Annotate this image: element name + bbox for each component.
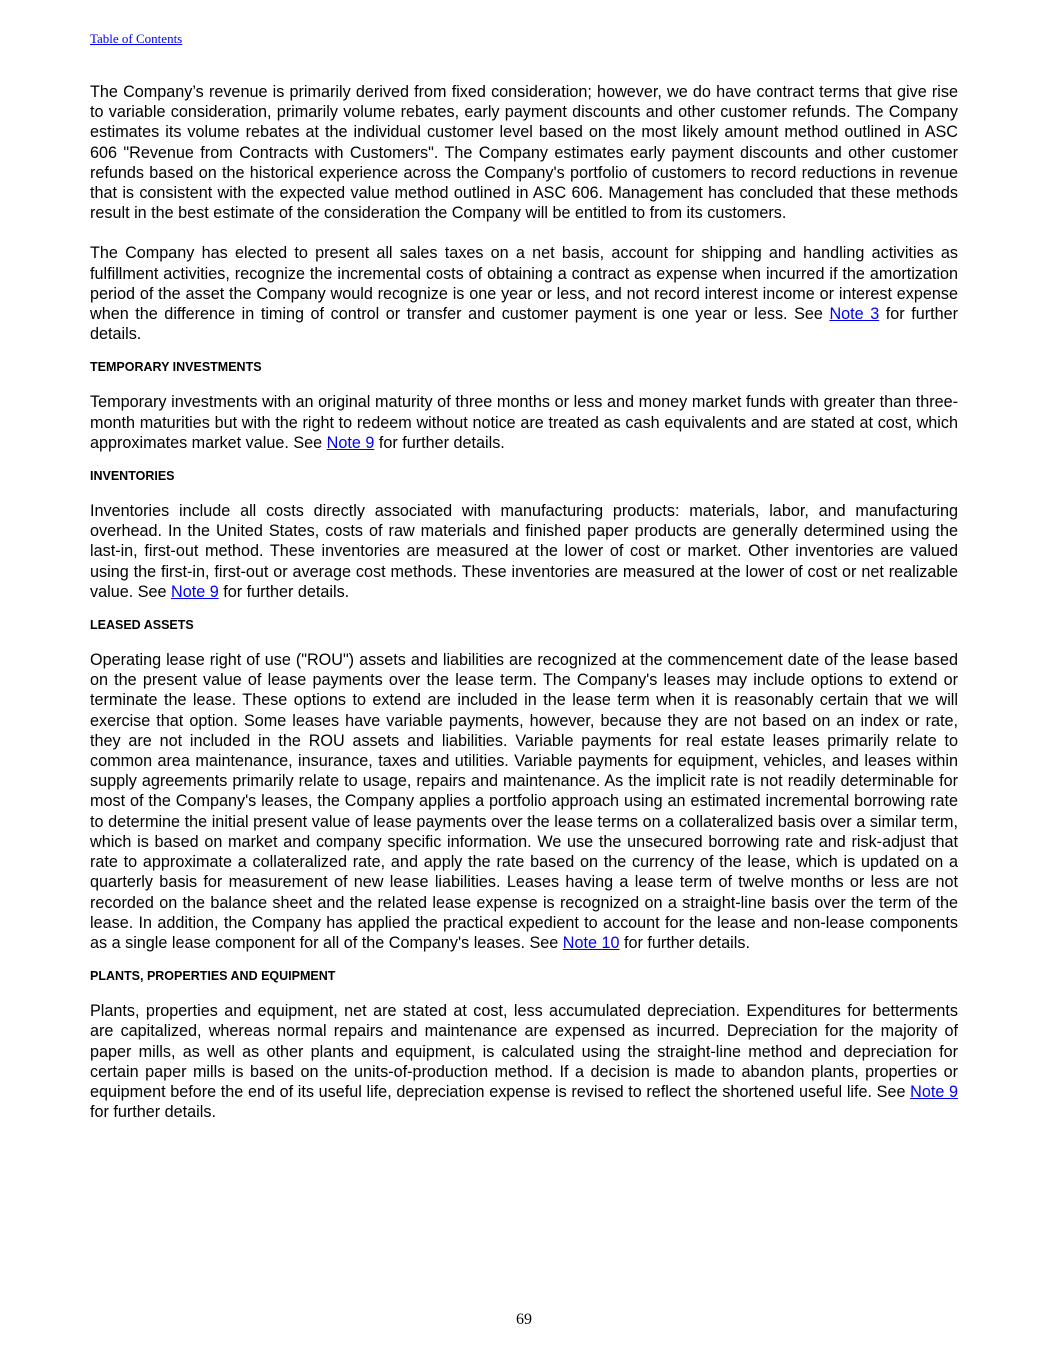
revenue-variable-consideration-paragraph: The Company’s revenue is primarily derived from fixed consideration; however, we do have contract terms that give rise to variable consideration, primarily volume rebates, early payment discounts and other customer refunds. The Company estimates its volume rebates at the individual customer level based on the most likely amount method outlined in ASC 606 "Revenue from Contracts with Customers". The Company estimates early payment discounts and other customer refunds based on the historical experience across the Company's portfolio of customers to record reductions in revenue that is consistent with the expected value method outlined in ASC 606. Management has concluded that these methods result in the best estimate of the consideration the Company will be entitled to from its customers.: [90, 83, 958, 223]
note-3-link[interactable]: Note 3: [829, 305, 880, 324]
plants-properties-equipment-paragraph: [90, 1001, 958, 1122]
revenue-policy-text: The Company has elected to present all sales taxes on a net basis, account for shipping and handling activities as fulfillment activities, recognize the incremental costs of obtaining a contract as expense when incurred if the amortization period of the asset the Company would recognize is one year or less, and not record interest income or interest expense when the difference in timing of control or transfer and customer payment is one year or less. See: [90, 244, 958, 324]
inventories-paragraph: [90, 501, 958, 602]
table-of-contents-link[interactable]: Table of Contents: [90, 31, 183, 46]
leased-assets-paragraph: [90, 650, 958, 953]
page-number: 69: [516, 1311, 532, 1328]
temporary-investments-text: Temporary investments with an original maturity of three months or less and money market funds with greater than three-month maturities but with the right to redeem without notice are treated as cash equivalents and are stated at cost, which approximates market value. See: [90, 393, 958, 452]
plants-tail: for further details.: [90, 1103, 216, 1122]
note-10-link[interactable]: Note 10: [562, 933, 620, 952]
inventories-text: Inventories include all costs directly associated with manufacturing products: materials, labor, and manufacturing overhead. In the United States, costs of raw materials and finished paper products are generally determined using the last-in, first-out method. These inventories are measured at the lower of cost or market. Other inventories are valued using the first-in, first-out or average cost methods. These inventories are measured at the lower of cost or net realizable value. See: [90, 502, 958, 601]
revenue-policy-tail: for further details.: [90, 305, 959, 344]
temporary-investments-heading: TEMPORARY INVESTMENTS: [90, 360, 262, 375]
leased-assets-text: Operating lease right of use ("ROU") assets and liabilities are recognized at the commencement date of the lease based on the present value of lease payments over the lease term. The Company's leases may include options to extend or terminate the lease. These options to extend are included in the lease term when it is reasonably certain that we will exercise that option. Some leases have variable payments, however, because they are not based on an index or rate, they are not included in the ROU assets and liabilities. Variable payments for real estate leases primarily relate to common area maintenance, insurance, taxes and utilities. Variable payments for equipment, vehicles, and leases within supply agreements primarily relate to usage, repairs and maintenance. As the implicit rate is not readily determinable for most of the Company's leases, the Company applies a portfolio approach using an estimated incremental borrowing rate to determine the initial present value of lease payments over the lease terms on a collateralized basis over a similar term, which is based on market and company specific information. We use the unsecured borrowing rate and risk-adjust that rate to approximate a collateralized rate, and apply the rate based on the currency of the lease, which is updated on a quarterly basis for measurement of new lease liabilities. Leases having a lease term of twelve months or less are not recorded on the balance sheet and the related lease expense is recognized on a straight-line basis over the term of the lease. In addition, the Company has applied the practical expedient to account for the lease and non-lease components as a single lease component for all of the Company's leases. See: [90, 651, 958, 952]
plants-properties-equipment-heading: PLANTS, PROPERTIES AND EQUIPMENT: [90, 969, 336, 984]
inventories-heading: INVENTORIES: [90, 469, 175, 484]
plants-text: Plants, properties and equipment, net are stated at cost, less accumulated depreciation. Expenditures for betterments are capitalized, whereas normal repairs and maintenance are expensed as incurred. Depreciation for the majority of paper mills, as well as other plants and equipment, is calculated using the straight-line method and depreciation for certain paper mills is based on the units-of-production method. If a decision is made to abandon plants, properties or equipment before the end of its useful life, depreciation expense is revised to reflect the shortened useful life. See: [90, 1002, 958, 1101]
temporary-investments-tail: for further details.: [374, 433, 505, 452]
leased-assets-heading: LEASED ASSETS: [90, 618, 194, 633]
inventories-tail: for further details.: [218, 582, 350, 601]
page-content: [90, 82, 958, 1122]
note-9-link-plants[interactable]: Note 9: [910, 1082, 958, 1101]
note-9-link-investments[interactable]: Note 9: [326, 433, 375, 452]
note-9-link-inventories[interactable]: Note 9: [171, 582, 219, 601]
revenue-policy-elections-paragraph: [90, 243, 958, 344]
temporary-investments-paragraph: [90, 392, 958, 453]
leased-assets-tail: for further details.: [619, 933, 750, 952]
